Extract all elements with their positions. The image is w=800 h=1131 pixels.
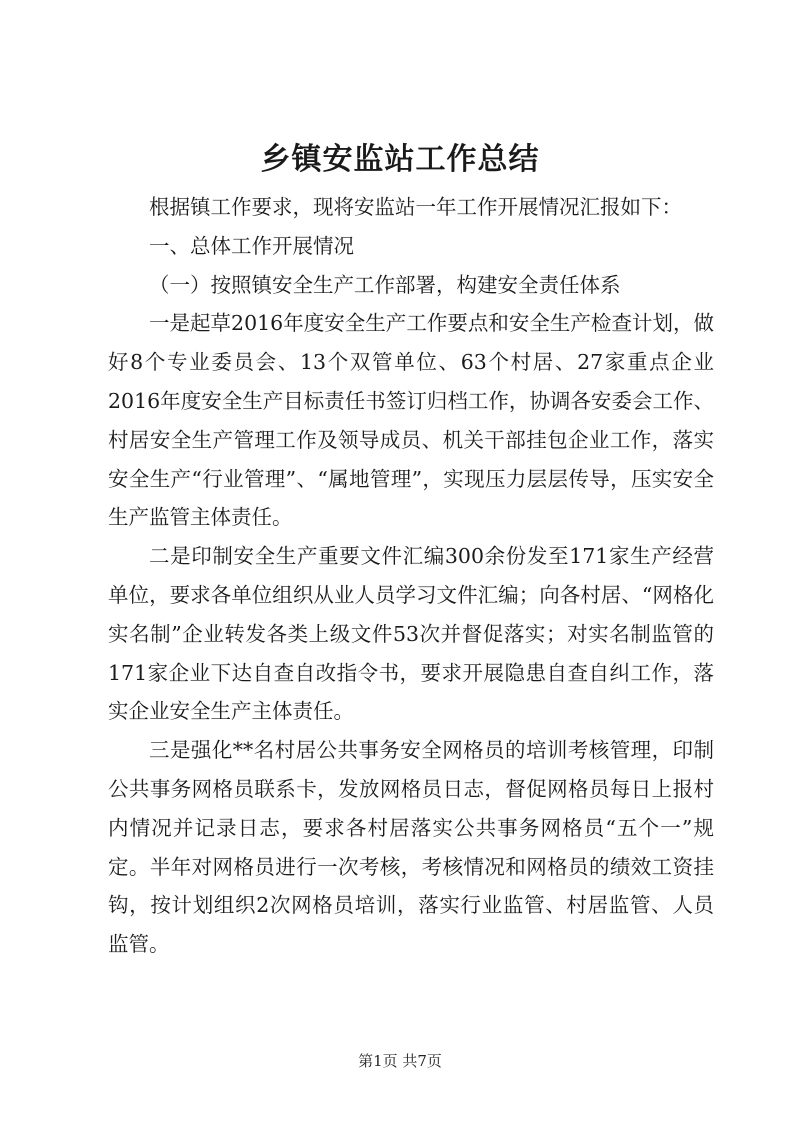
paragraph-item-1: 一是起草2016年度安全生产工作要点和安全生产检查计划，做好8个专业委员会、13个双管单位、63个村居、27家重点企业2016年度安全生产目标责任书签订归档工作，协调各安委会工作、村居安全生产管理工作及领导成员、机关干部挂包企业工作，落实安全生产“行业管理”、“属地管理”，实现压力层层传导，压实安全生产监管主体责任。	[108, 311, 714, 530]
paragraph-intro: 根据镇工作要求，现将安监站一年工作开展情况汇报如下：	[149, 195, 682, 219]
document-body	[108, 188, 714, 964]
page-number-footer: 第1页 共7页	[358, 1052, 442, 1070]
paragraph-item-3: 三是强化**名村居公共事务安全网格员的培训考核管理，印制公共事务网格员联系卡，发放网格员日志，督促网格员每日上报村内情况并记录日志，要求各村居落实公共事务网格员“五个一”规定。半年对网格员进行一次考核，考核情况和网格员的绩效工资挂钩，按计划组织2次网格员培训，落实行业监管、村居监管、人员监管。	[108, 738, 714, 957]
paragraph-item-2: 二是印制安全生产重要文件汇编300余份发至171家生产经营单位，要求各单位组织从业人员学习文件汇编；向各村居、“网格化实名制”企业转发各类上级文件53次并督促落实；对实名制监管的171家企业下达自查自改指令书，要求开展隐患自查自纠工作，落实企业安全生产主体责任。	[108, 544, 714, 724]
subsection-heading: （一）按照镇安全生产工作部署，构建安全责任体系	[149, 272, 621, 297]
section-heading: 一、总体工作开展情况	[149, 233, 354, 258]
document-title: 乡镇安监站工作总结	[260, 142, 540, 177]
